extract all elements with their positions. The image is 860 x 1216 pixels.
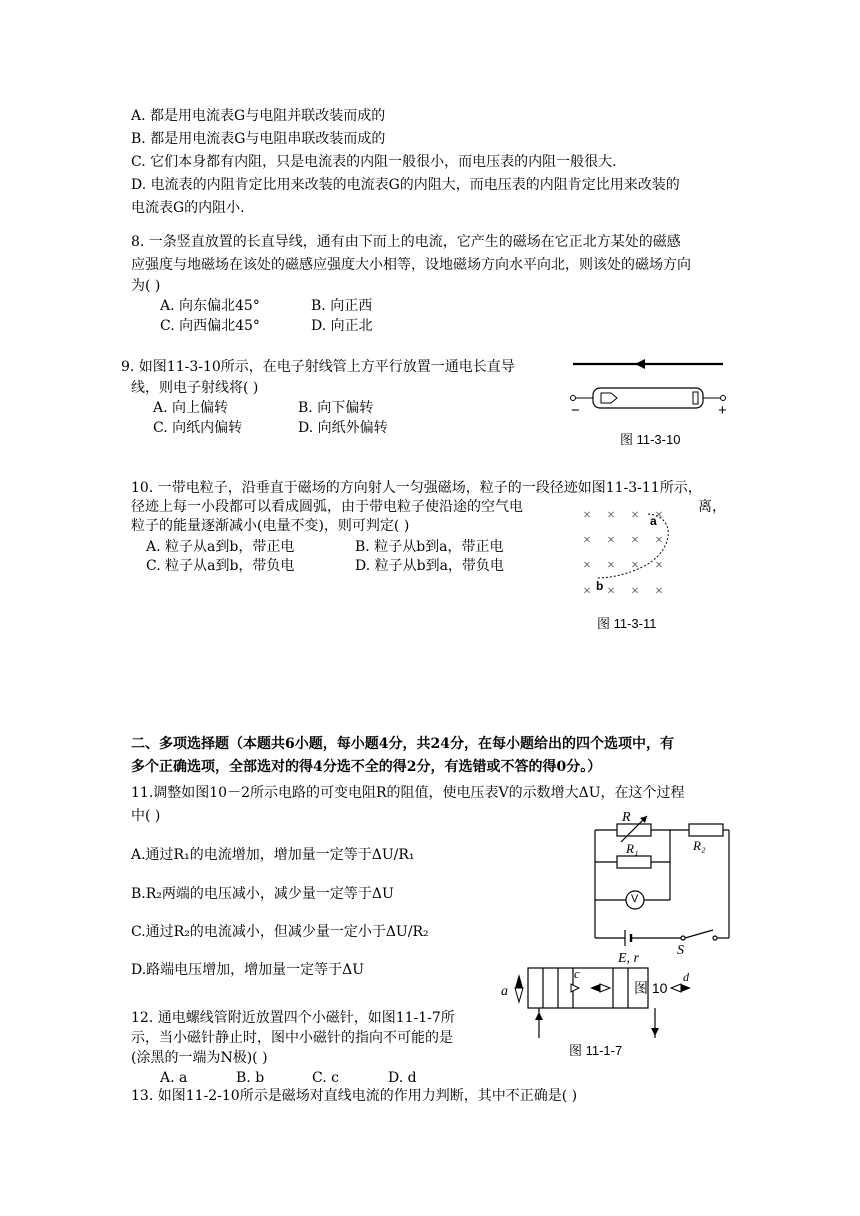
current-arrow-icon [635,359,645,369]
q7-option-b: B. 都是用电流表G与电阻串联改装而成的 [131,131,386,147]
plus-terminal-label: + [718,402,727,419]
q9-option-a: A. 向上偏转 [153,400,229,416]
label-r2: R₂ [693,838,706,853]
q13-line1: 13. 如图11-2-10所示是磁场对直线电流的作用力判断，其中不正确是( ) [131,1088,578,1104]
q12-option-c: C. c [312,1070,339,1086]
section2-header-line1: 二、多项选择题（本题共6小题，每小题4分，共24分，在每小题给出的四个选项中，有 [131,736,674,752]
svg-text:×: × [631,533,639,548]
q11-option-b: B.R₂两端的电压减小，减少量一定等于ΔU [131,886,394,902]
q8-option-a: A. 向东偏北45° [160,298,260,314]
q11-option-c: C.通过R₂的电流减小，但减少量一定小于ΔU/R₂ [131,924,429,940]
anode-icon [693,392,698,404]
q10-line2b: 离， [698,499,726,515]
svg-text:×: × [655,584,663,599]
svg-text:×: × [655,558,663,573]
needle-label-a: a [501,984,508,999]
label-e-r: E, r [618,951,639,966]
q8-line1: 8. 一条竖直放置的长直导线，通有由下而上的电流，它产生的磁场在它正北方某处的磁感 [131,234,681,250]
compass-needle-b-icon [571,984,579,992]
fig-caption-11-3-11: 图 11-3-11 [597,616,657,631]
needle-label-c: c [574,966,580,981]
svg-text:×: × [583,508,591,523]
figure-11-1-7 [495,960,705,1040]
svg-text:×: × [607,584,615,599]
q10-line3: 粒子的能量逐渐减小(电量不变)，则可判定( ) [131,518,410,534]
q10-option-d: D. 粒子从b到a，带负电 [355,558,504,574]
svg-text:×: × [631,508,639,523]
compass-needle-d-icon [671,984,681,992]
label-r1: R₁ [626,841,639,856]
compass-needle-c-icon [590,984,600,992]
q10-option-a: A. 粒子从a到b，带正电 [146,539,295,555]
svg-text:×: × [607,533,615,548]
q8-option-c: C. 向西偏北45° [160,318,260,334]
fig-caption-10: 图 10 [634,980,668,996]
compass-needle-a-icon [515,974,523,988]
minus-terminal-label: − [571,402,580,419]
solenoid [528,968,648,1008]
svg-text:×: × [607,558,615,573]
svg-text:×: × [583,558,591,573]
q9-option-c: C. 向纸内偏转 [153,420,243,436]
q12-option-a: A. a [160,1070,188,1086]
q9-line2: 线，则电子射线将( ) [131,380,259,396]
q9-option-b: B. 向下偏转 [298,400,374,416]
q9-line1: 9. 如图11-3-10所示，在电子射线管上方平行放置一通电长直导 [121,359,515,375]
q8-option-b: B. 向正西 [311,298,373,314]
q8-option-d: D. 向正北 [311,318,373,334]
label-r: R [622,810,631,825]
needle-label-d: d [683,970,689,984]
resistor-r1 [617,856,651,868]
figure-11-3-11 [578,502,688,602]
switch-s [685,930,713,938]
cathode-icon [601,393,617,403]
q11-line2: 中( ) [131,808,161,824]
svg-text:×: × [655,533,663,548]
q9-option-d: D. 向纸外偏转 [298,420,388,436]
q10-option-c: C. 粒子从a到b，带负电 [146,558,295,574]
resistor-r2 [689,824,723,836]
q10-line1: 10. 一带电粒子，沿垂直于磁场的方向射人一匀强磁场，粒子的一段径迹如图11-3-11所示， [131,480,702,496]
q10-line2a: 径迹上每一小段都可以看成圆弧，由于带电粒子使沿途的空气电 [131,499,523,515]
q7-option-a: A. 都是用电流表G与电阻并联改装而成的 [131,108,386,124]
svg-text:×: × [583,533,591,548]
q12-line3: (涂黑的一端为N极)( ) [131,1050,268,1066]
q8-line3: 为( ) [131,278,161,294]
q7-option-c: C. 它们本身都有内阻，只是电流表的内阻一般很小，而电压表的内阻一般很大. [131,154,617,170]
q12-line2: 示，当小磁针静止时，图中小磁针的指向不可能的是 [131,1030,453,1046]
q12-option-b: B. b [236,1070,265,1086]
figure-10-2-circuit [585,812,735,942]
figure-11-3-10 [565,355,735,415]
svg-text:×: × [631,558,639,573]
label-v: V [631,893,639,905]
fig-caption-11-3-10: 图 11-3-10 [620,432,681,447]
q12-option-d: D. d [388,1070,417,1086]
q11-line1: 11.调整如图10－2所示电路的可变电阻R的阻值，使电压表V的示数增大ΔU，在这个过程 [131,785,685,801]
q12-line1: 12. 通电螺线管附近放置四个小磁针，如图11-1-7所 [131,1010,455,1026]
q8-line2: 应强度与地磁场在该处的磁感应强度大小相等，设地磁场方向水平向北，则该处的磁场方向 [131,257,691,273]
section2-header-line2: 多个正确选项，全部选对的得4分选不全的得2分，有选错或不答的得0分。） [131,759,602,775]
q10-option-b: B. 粒子从b到a，带正电 [355,539,504,555]
svg-text:×: × [583,584,591,599]
svg-text:×: × [655,508,663,523]
q7-option-d-line2: 电流表G的内阻小. [131,200,245,216]
electron-tube [593,388,703,408]
label-s: S [677,943,684,958]
q11-option-a: A.通过R₁的电流增加，增加量一定等于ΔU/R₁ [131,847,415,863]
track-point-b: b [596,579,604,593]
svg-text:×: × [631,584,639,599]
q11-option-d: D.路端电压增加，增加量一定等于ΔU [131,962,365,978]
svg-text:×: × [607,508,615,523]
q7-option-d-line1: D. 电流表的内阻肯定比用来改装的电流表G的内阻大，而电压表的内阻肯定比用来改装的 [131,177,680,193]
fig-caption-11-1-7: 图 11-1-7 [569,1043,623,1058]
track-point-a: a [650,514,657,528]
